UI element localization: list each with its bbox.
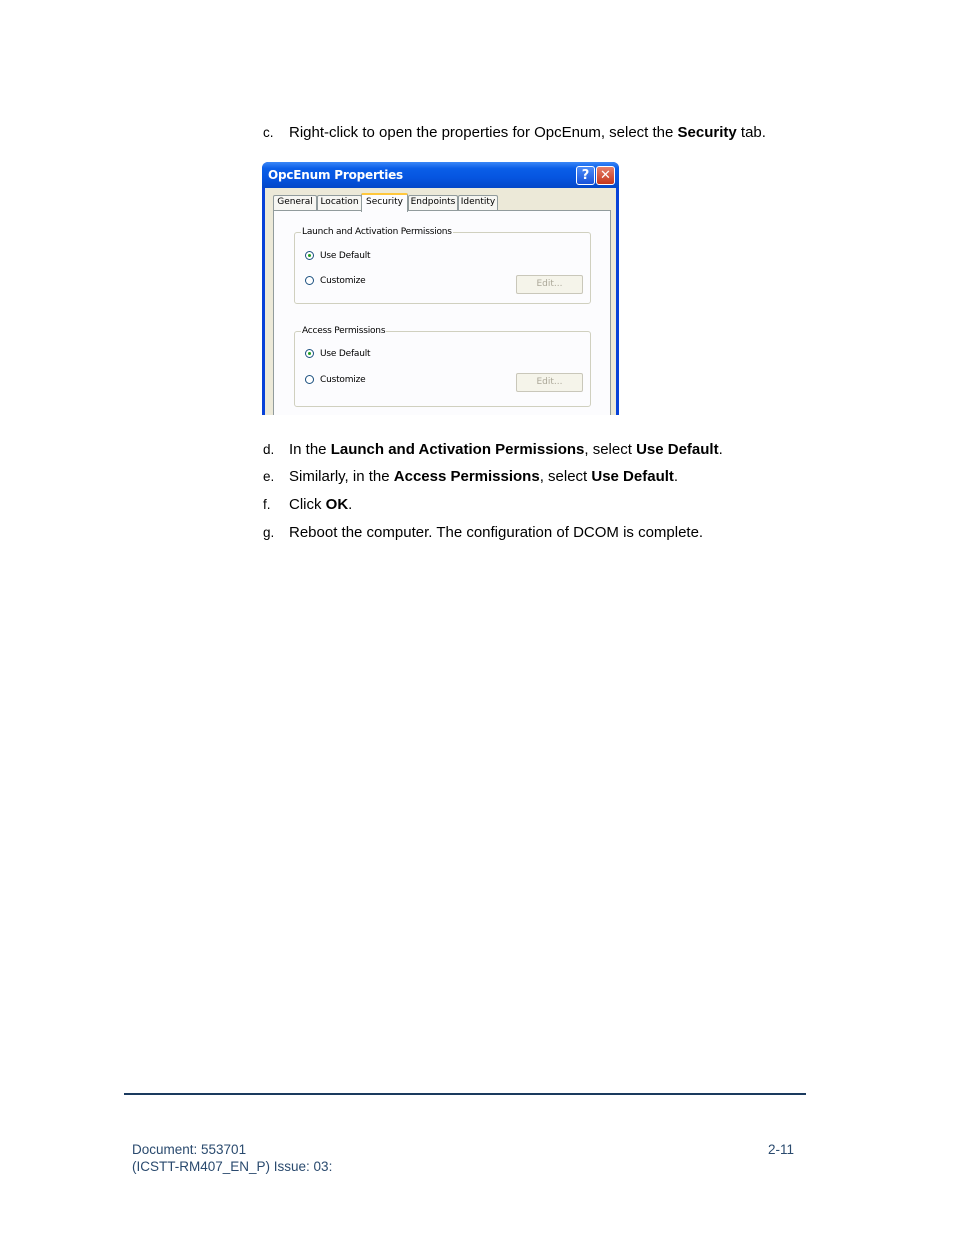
step-letter: e. [263,469,275,484]
radio-selected-icon [305,349,314,358]
footer-issue: (ICSTT-RM407_EN_P) Issue: 03: [132,1159,333,1174]
footer-document-number: Document: 553701 [132,1142,247,1157]
help-button[interactable]: ? [576,166,595,185]
opcenum-properties-dialog [262,162,619,415]
tab-security[interactable]: Security [361,193,408,212]
step-letter: d. [263,442,275,457]
tab-location[interactable]: Location [317,195,362,210]
radio-label: Use Default [320,251,371,261]
access-permissions-group [294,326,591,407]
radio-label: Use Default [320,349,371,359]
tab-endpoints[interactable]: Endpoints [408,195,458,210]
dialog-titlebar [262,162,619,188]
radio-unselected-icon [305,276,314,285]
close-button[interactable]: ✕ [596,166,615,185]
access-permissions-legend: Access Permissions [302,326,386,336]
step-text: Click OK. [289,496,353,513]
step-text: Similarly, in the Access Permissions, select Use Default. [289,468,679,485]
radio-selected-icon [305,251,314,260]
step-text: In the Launch and Activation Permissions, select Use Default. [289,441,723,458]
radio-label: Customize [320,375,366,385]
tab-identity[interactable]: Identity [458,195,498,210]
dialog-title: OpcEnum Properties [268,168,404,182]
step-text: Reboot the computer. The configuration of DCOM is complete. [289,524,704,541]
radio-label: Customize [320,276,366,286]
launch-activation-group [294,227,591,304]
launch-activation-legend: Launch and Activation Permissions [302,227,452,237]
footer-page-number: 2-11 [768,1142,795,1157]
security-tab-panel [273,210,611,415]
launch-edit-button[interactable]: Edit... [516,275,583,294]
step-letter: f. [263,497,271,512]
access-edit-button[interactable]: Edit... [516,373,583,392]
footer-divider [124,1093,806,1095]
step-letter: c. [263,125,274,140]
step-letter: g. [263,525,275,540]
radio-unselected-icon [305,375,314,384]
tab-general[interactable]: General [273,195,317,210]
dialog-client-area [265,188,616,415]
step-text: Right-click to open the properties for OpcEnum, select the Security tab. [289,124,766,141]
